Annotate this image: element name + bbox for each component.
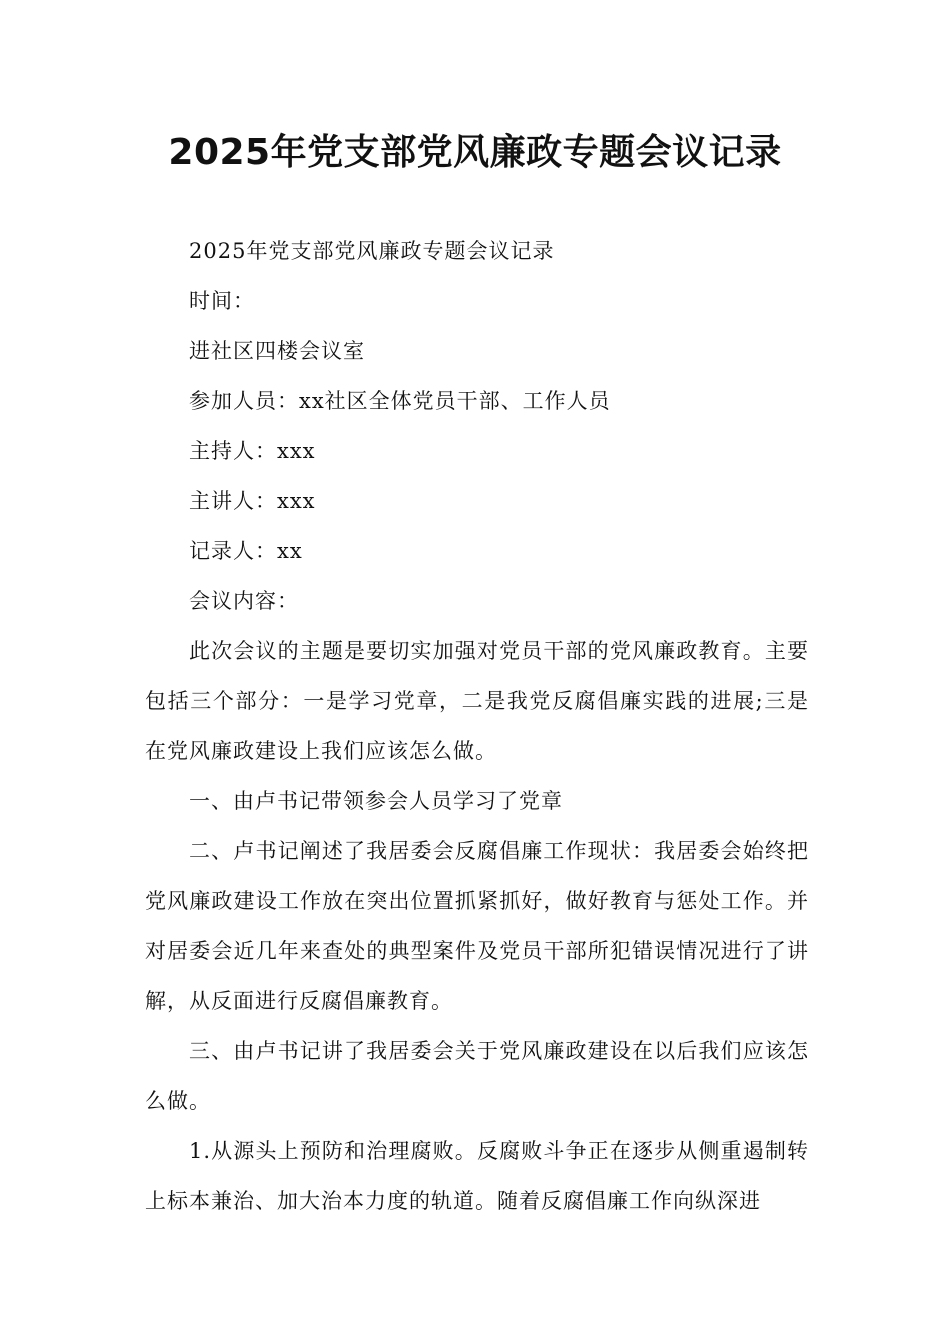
document-title: 2025年党支部党风廉政专题会议记录 <box>168 132 782 173</box>
paragraph-attendees: 参加人员：xx社区全体党员干部、工作人员 <box>189 389 611 413</box>
paragraph-heading-repeat: 2025年党支部党风廉政专题会议记录 <box>189 239 555 263</box>
paragraph-section-one: 一、由卢书记带领参会人员学习了党章 <box>189 789 563 813</box>
paragraph-time: 时间： <box>189 289 255 313</box>
paragraph-section-two: 二、卢书记阐述了我居委会反腐倡廉工作现状：我居委会始终把党风廉政建设工作放在突出位置抓紧抓好，做好教育与惩处工作。并对居委会近几年来查处的典型案件及党员干部所犯错误情况进行了讲解，从反面进行反腐倡廉教育。 <box>145 839 809 1013</box>
paragraph-section-three: 三、由卢书记讲了我居委会关于党风廉政建设在以后我们应该怎么做。 <box>145 1039 809 1113</box>
paragraph-recorder: 记录人：xx <box>189 539 303 563</box>
paragraph-host: 主持人：xxx <box>189 439 316 463</box>
paragraph-point-one: 1.从源头上预防和治理腐败。反腐败斗争正在逐步从侧重遏制转上标本兼治、加大治本力度的轨道。随着反腐倡廉工作向纵深进 <box>145 1139 809 1213</box>
paragraph-content-label: 会议内容： <box>189 589 299 613</box>
document-body <box>145 226 809 1226</box>
paragraph-location: 进社区四楼会议室 <box>189 339 365 363</box>
paragraph-meeting-theme: 此次会议的主题是要切实加强对党员干部的党风廉政教育。主要包括三个部分：一是学习党章，二是我党反腐倡廉实践的进展;三是在党风廉政建设上我们应该怎么做。 <box>145 639 809 763</box>
paragraph-speaker: 主讲人：xxx <box>189 489 316 513</box>
